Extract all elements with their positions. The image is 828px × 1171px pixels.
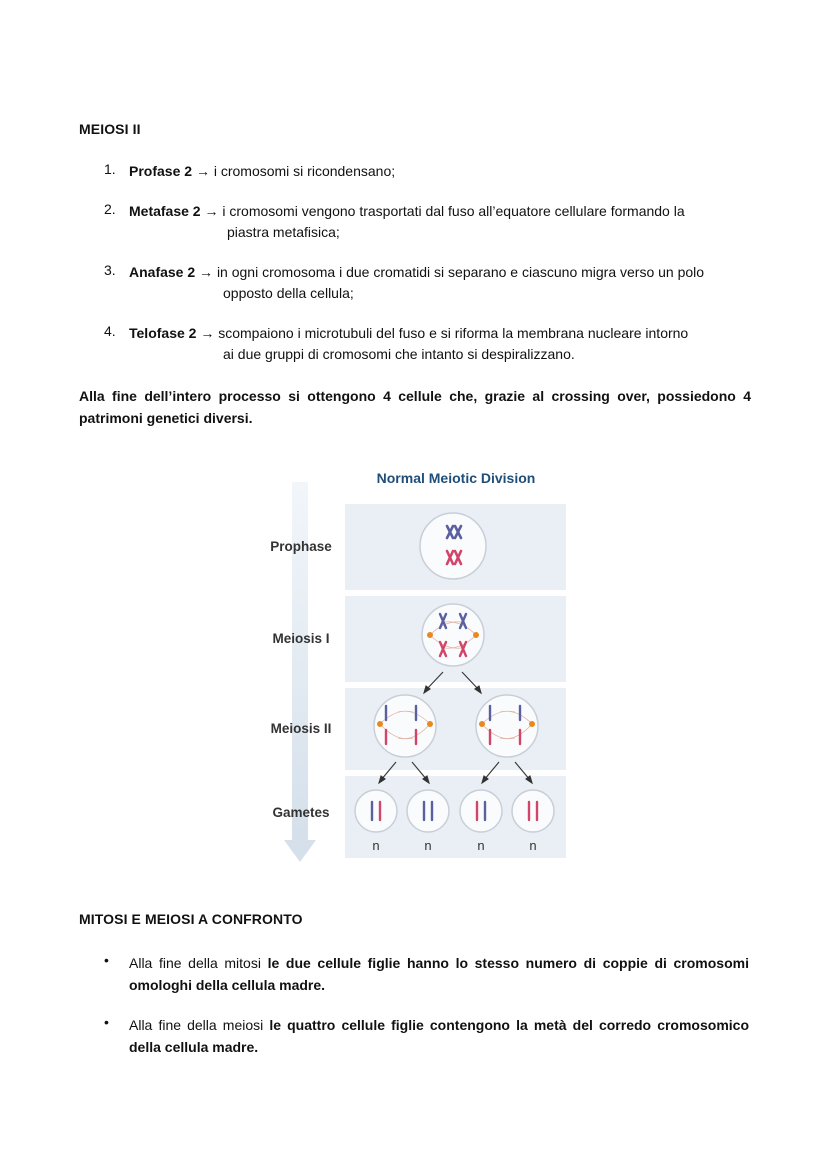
list-item-continuation: piastra metafisica; bbox=[227, 224, 340, 240]
list-item-text: i cromosomi si ricondensano; bbox=[213, 163, 396, 179]
bullet-item-meiosi bbox=[129, 1014, 749, 1058]
list-number: 2. bbox=[104, 201, 116, 217]
list-item-text: i cromosomi vengono trasportati dal fuso all’equatore cellulare formando la bbox=[222, 203, 685, 219]
gamete-cell bbox=[407, 790, 449, 832]
bullet-text-bold: le quattro cellule figlie contengono la metà del corredo cromosomico della cellula madre. bbox=[129, 1017, 749, 1055]
list-number: 4. bbox=[104, 323, 116, 339]
list-number: 1. bbox=[104, 161, 116, 177]
section-title-meiosi-ii: MEIOSI II bbox=[79, 121, 141, 137]
meiosis-ii-cell-left bbox=[374, 695, 436, 757]
list-item-text: in ogni cromosoma i due cromatidi si separano e ciascuno migra verso un polo bbox=[216, 264, 705, 280]
arrow-icon: → bbox=[204, 203, 219, 219]
meiosis-ii-cell-right bbox=[476, 695, 538, 757]
figure-title: Normal Meiotic Division bbox=[376, 470, 536, 486]
bullet-text-normal: Alla fine della mitosi bbox=[129, 955, 268, 971]
section-title-confronto: MITOSI E MEIOSI A CONFRONTO bbox=[79, 911, 303, 927]
gamete-label: n bbox=[477, 838, 485, 853]
summary-paragraph: Alla fine dell’intero processo si ottengono 4 cellule che, grazie al crossing over, possiedono 4 patrimoni genetici diversi. bbox=[79, 388, 751, 426]
arrow-icon: → bbox=[195, 163, 210, 179]
gamete-label: n bbox=[529, 838, 537, 853]
bullet-icon: • bbox=[104, 952, 109, 968]
list-item-label: Metafase 2 bbox=[129, 203, 201, 219]
list-item-anafase-2 bbox=[129, 262, 769, 283]
meiosis-i-cell bbox=[422, 604, 484, 666]
stage-label: Gametes bbox=[272, 805, 330, 820]
gamete-label: n bbox=[424, 838, 432, 853]
bullet-text-normal: Alla fine della meiosi bbox=[129, 1017, 270, 1033]
stage-label: Meiosis II bbox=[270, 721, 332, 736]
prophase-cell bbox=[420, 513, 486, 579]
bullet-icon: • bbox=[104, 1014, 109, 1030]
stage-label: Prophase bbox=[270, 539, 332, 554]
bullet-item-mitosi bbox=[129, 952, 749, 996]
list-item-label: Profase 2 bbox=[129, 163, 193, 179]
list-item-continuation: opposto della cellula; bbox=[223, 285, 354, 301]
list-number: 3. bbox=[104, 262, 116, 278]
list-item-profase-2 bbox=[129, 161, 749, 182]
gamete-cell bbox=[460, 790, 502, 832]
list-item-metafase-2 bbox=[129, 201, 769, 222]
stage-label: Meiosis I bbox=[272, 631, 330, 646]
gamete-cell bbox=[355, 790, 397, 832]
arrow-icon: → bbox=[199, 264, 214, 280]
list-item-label: Telofase 2 bbox=[129, 325, 197, 341]
list-item-label: Anafase 2 bbox=[129, 264, 196, 280]
list-item-telofase-2 bbox=[129, 323, 769, 344]
gamete-label: n bbox=[372, 838, 380, 853]
list-item-text: scompaiono i microtubuli del fuso e si riforma la membrana nucleare intorno bbox=[218, 325, 689, 341]
list-item-continuation: ai due gruppi di cromosomi che intanto si despiralizzano. bbox=[223, 346, 575, 362]
bullet-text-bold: le due cellule figlie hanno lo stesso numero di coppie di cromosomi omologhi della cellula madre. bbox=[129, 955, 749, 993]
meiotic-division-figure bbox=[250, 460, 580, 870]
gamete-cell bbox=[512, 790, 554, 832]
arrow-icon: → bbox=[200, 325, 215, 341]
